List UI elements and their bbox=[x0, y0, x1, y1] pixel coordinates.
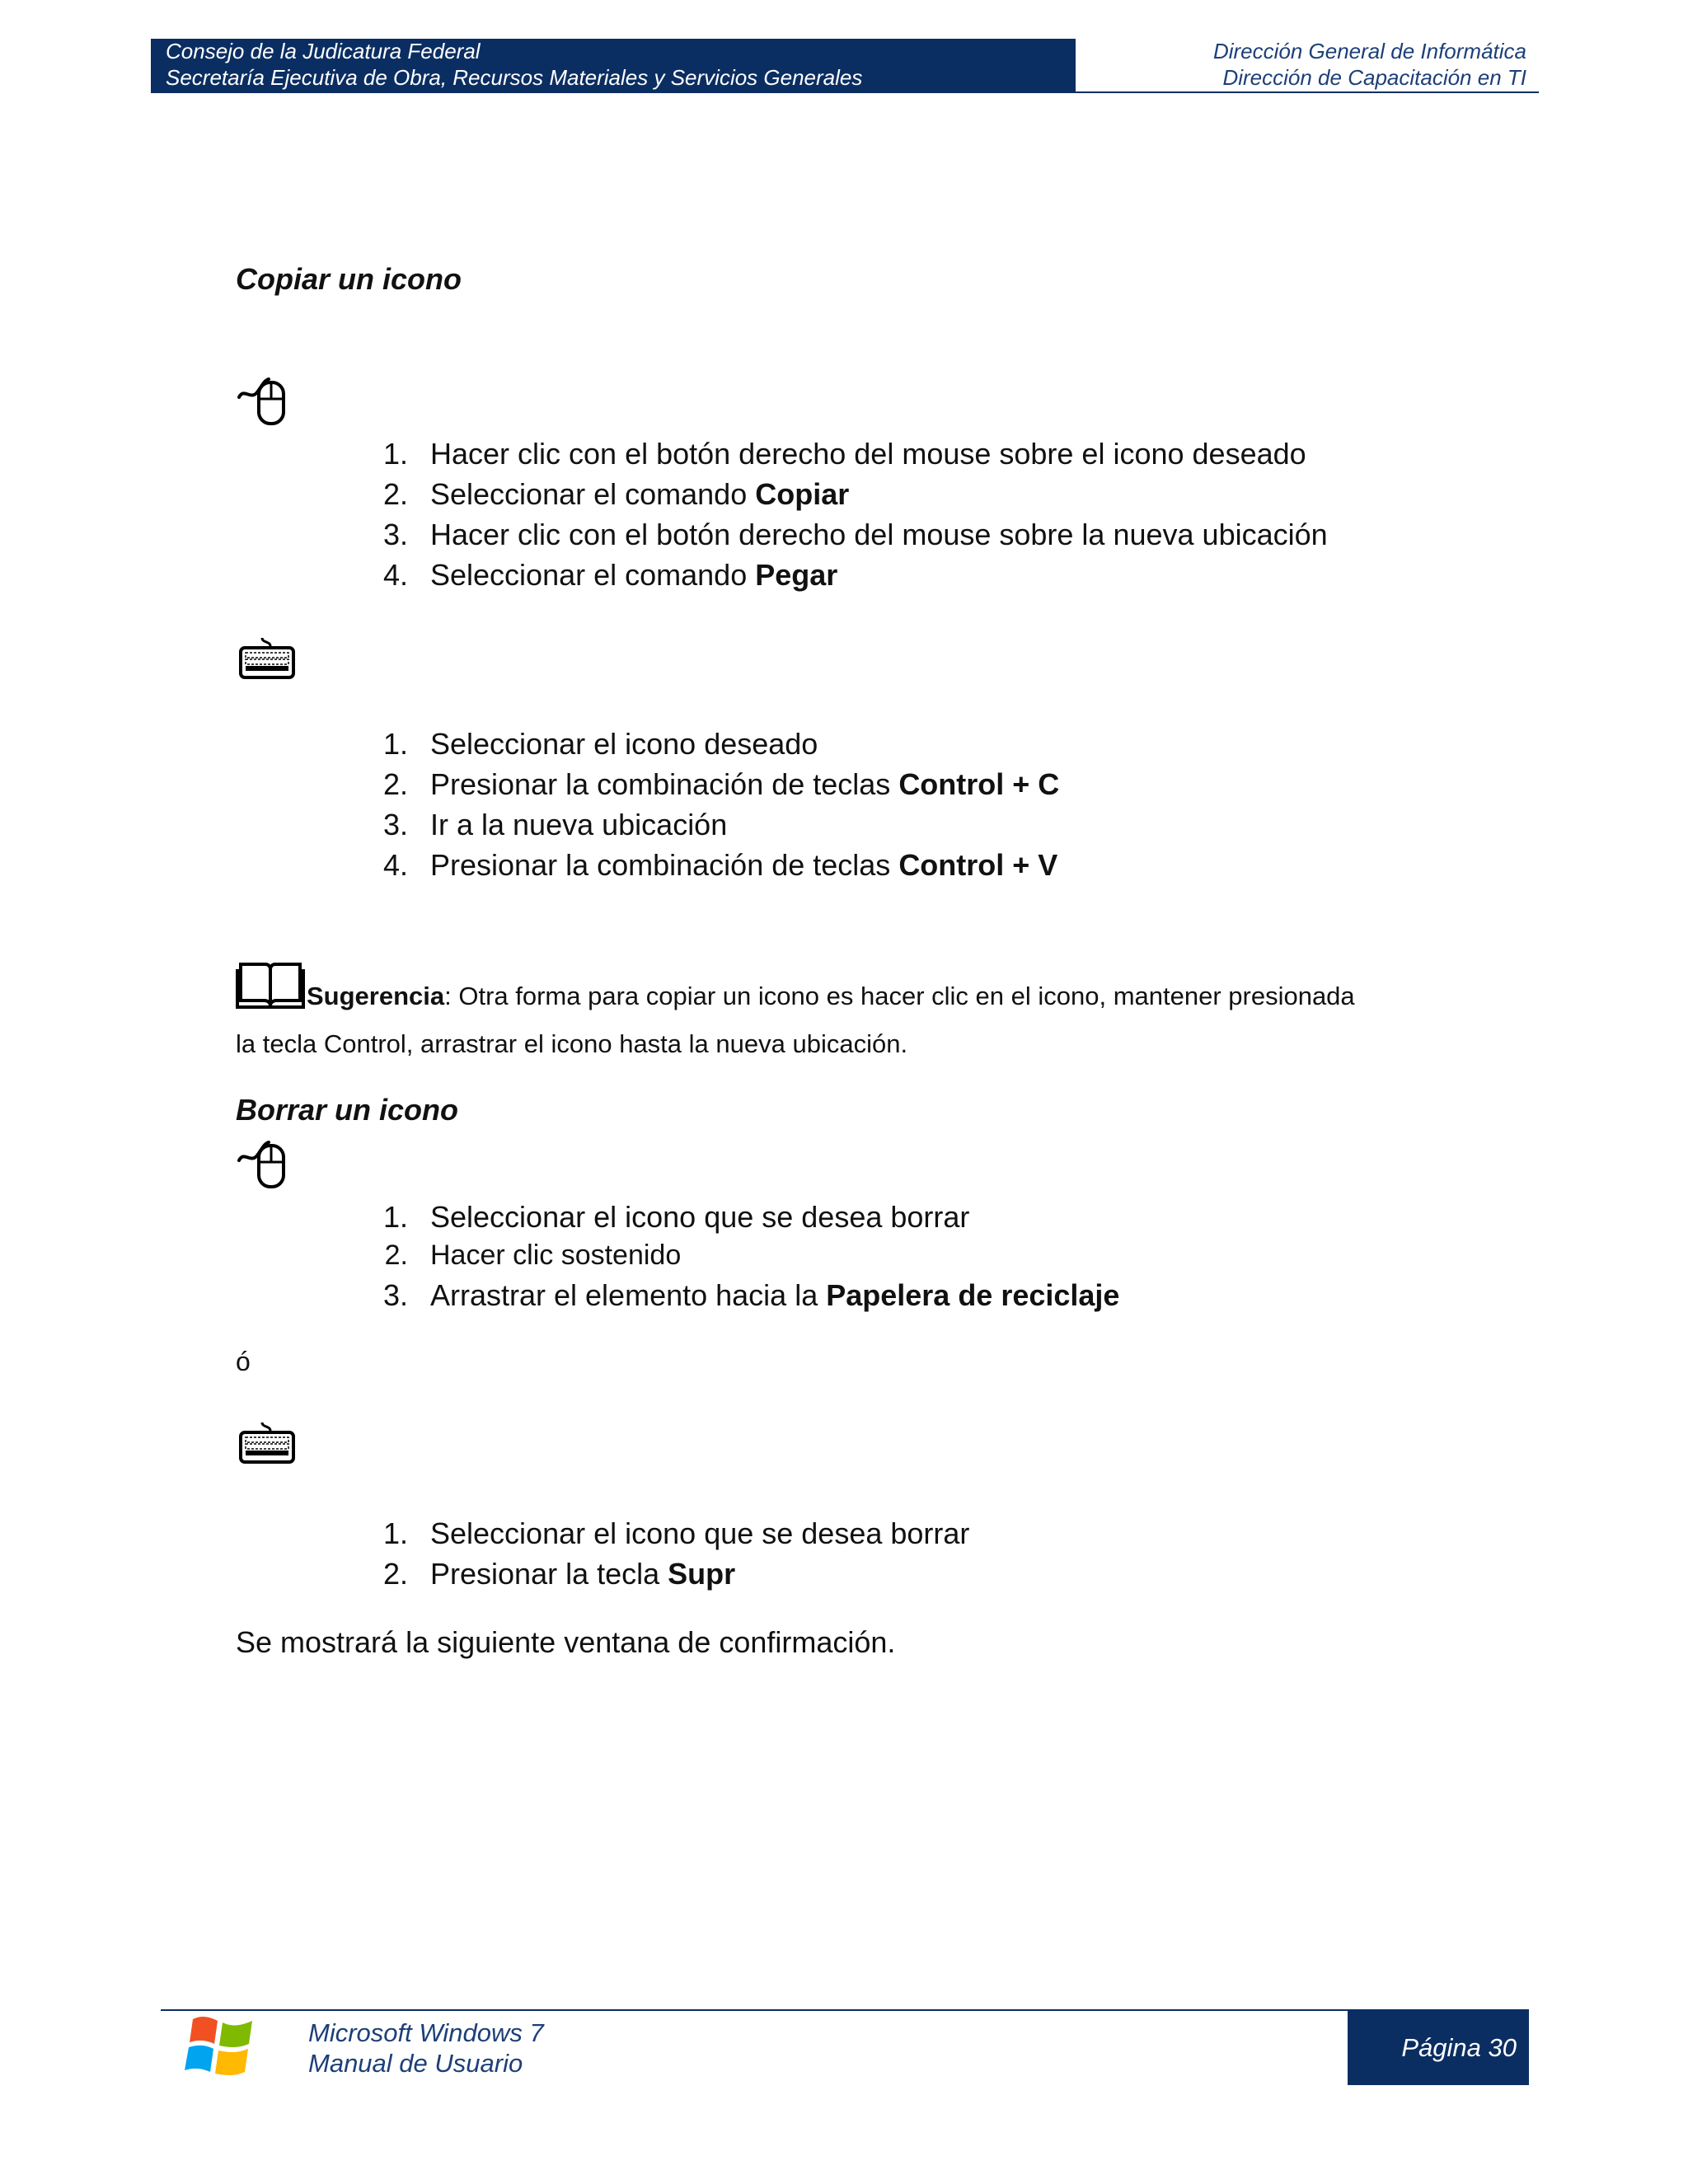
tip-line2: la tecla Control, arrastrar el icono hasta la nueva ubicación. bbox=[236, 1029, 908, 1058]
section-title-delete: Borrar un icono bbox=[236, 1093, 459, 1127]
mouse-icon bbox=[236, 373, 292, 427]
header-rule bbox=[151, 91, 1539, 93]
header-training: Dirección de Capacitación en TI bbox=[1222, 65, 1526, 90]
header-secretariat: Secretaría Ejecutiva de Obra, Recursos Materiales y Servicios Generales bbox=[166, 65, 863, 90]
book-icon bbox=[236, 958, 305, 1010]
footer-manual: Manual de Usuario bbox=[308, 2049, 523, 2078]
footer-rule bbox=[161, 2009, 1348, 2011]
header-direction: Dirección General de Informática bbox=[1212, 39, 1526, 63]
mouse-icon bbox=[236, 1136, 292, 1190]
footer-product: Microsoft Windows 7 bbox=[308, 2018, 544, 2047]
page-number: Página 30 bbox=[1401, 2033, 1517, 2062]
header-org: Consejo de la Judicatura Federal bbox=[166, 39, 481, 63]
section-title-copy: Copiar un icono bbox=[236, 262, 462, 296]
closing-text: Se mostrará la siguiente ventana de confirmación. bbox=[236, 1625, 896, 1659]
tip-label: Sugerencia bbox=[307, 982, 445, 1010]
keyboard-icon bbox=[237, 1419, 297, 1467]
or-text: ó bbox=[236, 1347, 251, 1376]
keyboard-icon bbox=[237, 635, 297, 682]
tip-line1: Sugerencia: Otra forma para copiar un icono es hacer clic en el icono, mantener presionada bbox=[307, 982, 1355, 1010]
windows-logo-icon bbox=[181, 2009, 260, 2083]
